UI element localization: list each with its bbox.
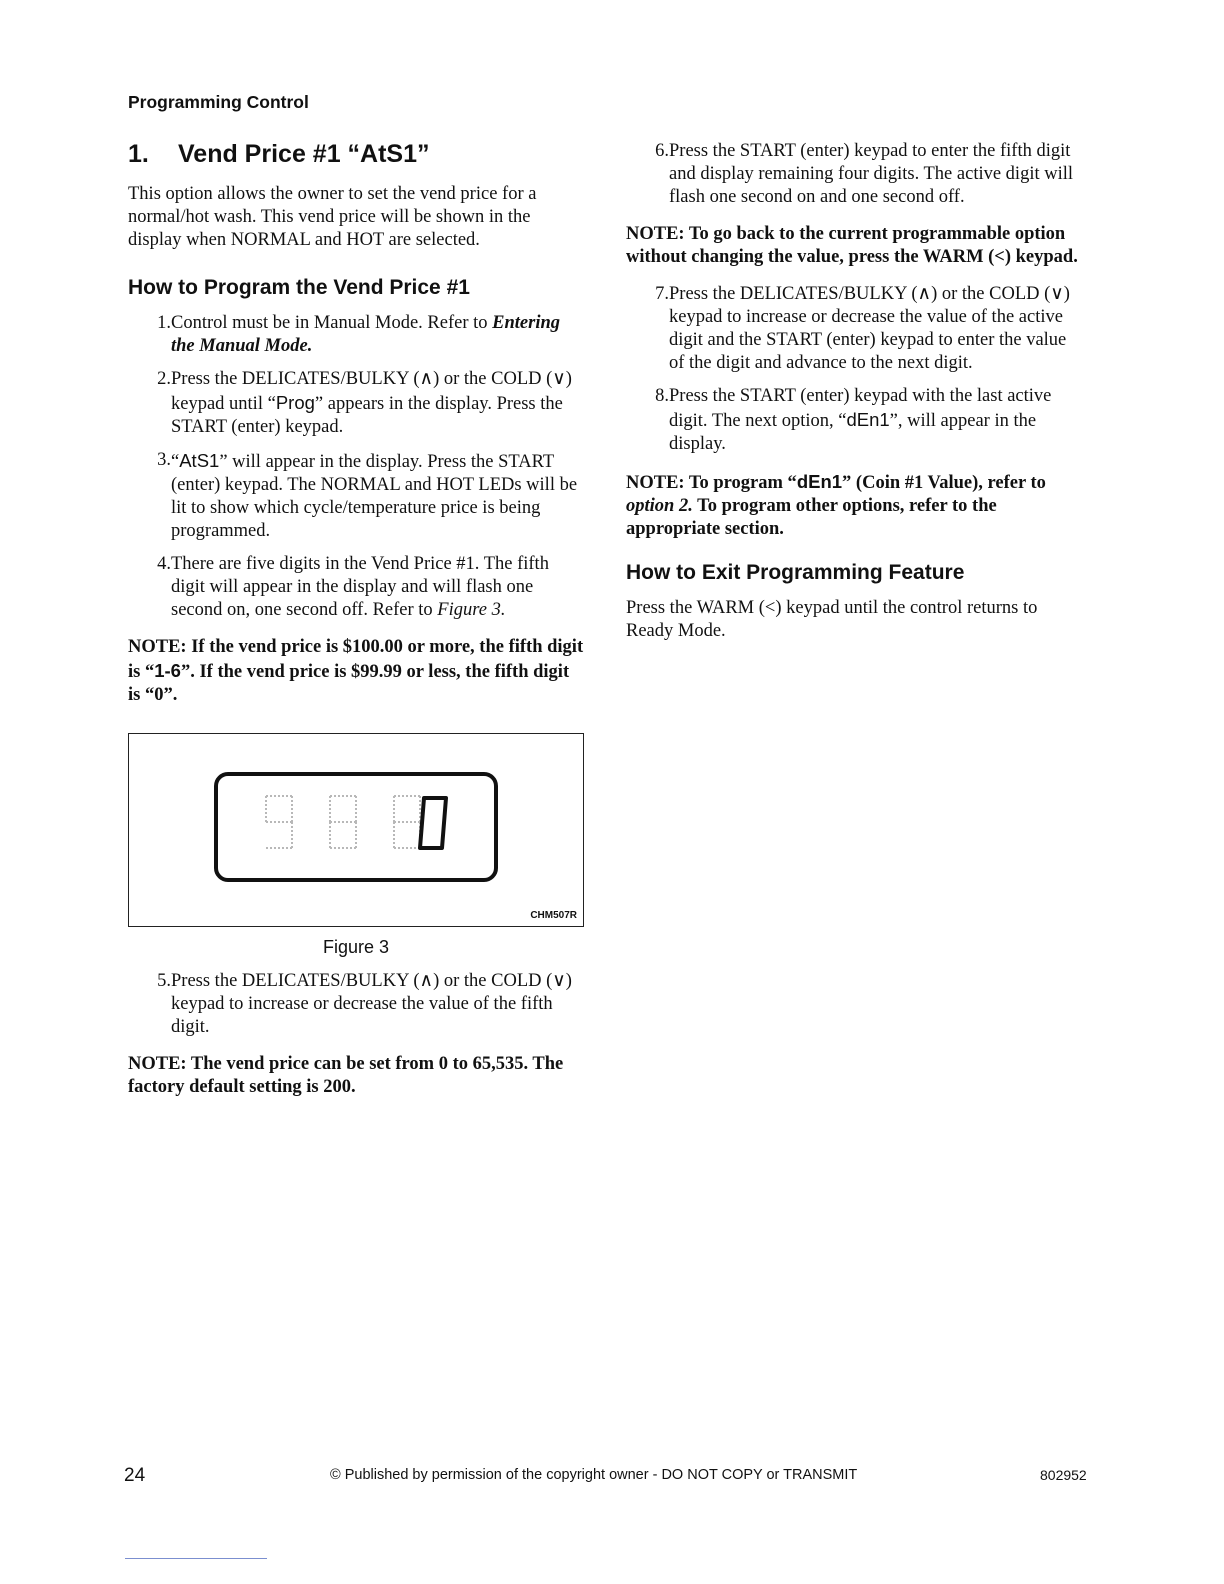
step-6 (626, 140, 1078, 209)
step-5 (128, 970, 584, 1039)
step-2 (128, 368, 584, 439)
step-text: Press the DELICATES/BULKY (∧) or the COLD (∨) keypad to increase or decrease the value of the fifth digit. (171, 971, 572, 1037)
step-4 (128, 553, 584, 622)
display-code: dEn1 (846, 409, 890, 430)
step-text: Press the DELICATES/BULKY (∧) or the COLD (∨) keypad to increase or decrease the value of the active digit and the START (enter) keypad to enter the value of the digit and advance to the next digit. (669, 284, 1070, 373)
step-7 (626, 283, 1078, 375)
active-digit-value: 0 (461, 870, 462, 871)
step-number: 6. (655, 141, 669, 161)
right-column (626, 140, 1078, 643)
exit-paragraph: Press the WARM (<) keypad until the control returns to Ready Mode. (626, 598, 1038, 641)
display-code: Prog (275, 392, 315, 413)
step-number: 1. (157, 313, 171, 333)
bottom-rule (125, 1558, 267, 1559)
step-number: 5. (157, 971, 171, 991)
figure-reference: Figure 3. (437, 600, 506, 620)
intro-paragraph: This option allows the owner to set the vend price for a normal/hot wash. This vend price will be shown in the display when NORMAL and HOT are selected. (128, 184, 537, 250)
step-text: Press the START (enter) keypad with the last active digit. The next option, “dEn1”, will appear in the display. (669, 386, 1052, 454)
step-number: 4. (157, 554, 171, 574)
section-title (128, 140, 584, 169)
step-number: 8. (655, 386, 669, 406)
step-1 (128, 312, 584, 358)
steps-list-1 (128, 312, 584, 622)
document-number: 802952 (1040, 1467, 1087, 1483)
manual-mode-reference: Entering the Manual Mode. (171, 313, 560, 356)
section-title-text: Vend Price #1 “AtS1” (178, 140, 430, 168)
note-vend-range: NOTE: The vend price can be set from 0 to 65,535. The factory default setting is 200. (128, 1054, 564, 1097)
step-number: 3. (157, 450, 171, 470)
note-go-back: NOTE: To go back to the current programmable option without changing the value, press the WARM (<) keypad. (626, 224, 1078, 267)
step-8 (626, 385, 1078, 456)
left-column (128, 140, 584, 1113)
step-text: Press the DELICATES/BULKY (∧) or the COLD (∨) keypad until “Prog” appears in the display. Press the START (enter) keypad. (171, 369, 572, 437)
step-number: 7. (655, 284, 669, 304)
note-fifth-digit: NOTE: If the vend price is $100.00 or more, the fifth digit is “1-6”. If the vend price is $99.99 or less, the fifth digit is “0”. (128, 637, 584, 705)
step-text: “AtS1” will appear in the display. Press the START (enter) keypad. The NORMAL and HOT LEDs will be lit to show which cycle/temperature price is being programmed. (171, 450, 578, 541)
steps-list-4 (626, 283, 1078, 456)
figure-caption: Figure 3 (322, 937, 390, 957)
page-number: 24 (124, 1465, 146, 1486)
figure-3-box (128, 733, 584, 927)
steps-list-3 (626, 140, 1078, 209)
program-subheading: How to Program the Vend Price #1 (128, 276, 470, 299)
step-3 (128, 449, 584, 543)
step-number: 2. (157, 369, 171, 389)
running-header: Programming Control (128, 92, 309, 112)
figure-code: CHM507R (530, 910, 577, 921)
copyright-notice: © Published by permission of the copyright owner - DO NOT COPY or TRANSMIT (330, 1467, 858, 1483)
note-program-den1: NOTE: To program “dEn1” (Coin #1 Value), refer to option 2. To program other options, refer to the appropriate section. (626, 471, 1046, 539)
display-code: AtS1 (179, 450, 220, 471)
steps-list-2 (128, 970, 584, 1039)
exit-heading: How to Exit Programming Feature (626, 561, 965, 584)
section-number: 1. (128, 140, 149, 168)
option-reference: option 2. (626, 496, 693, 516)
step-text: Press the START (enter) keypad to enter the fifth digit and display remaining four digits. The active digit will flash one second on and one second off. (669, 141, 1074, 207)
step-text: Control must be in Manual Mode. Refer to Entering the Manual Mode. (171, 313, 560, 356)
led-display-illustration (214, 772, 498, 882)
step-text: There are five digits in the Vend Price #1. The fifth digit will appear in the display and will flash one second on, one second off. Refer to Figure 3. (171, 554, 549, 620)
